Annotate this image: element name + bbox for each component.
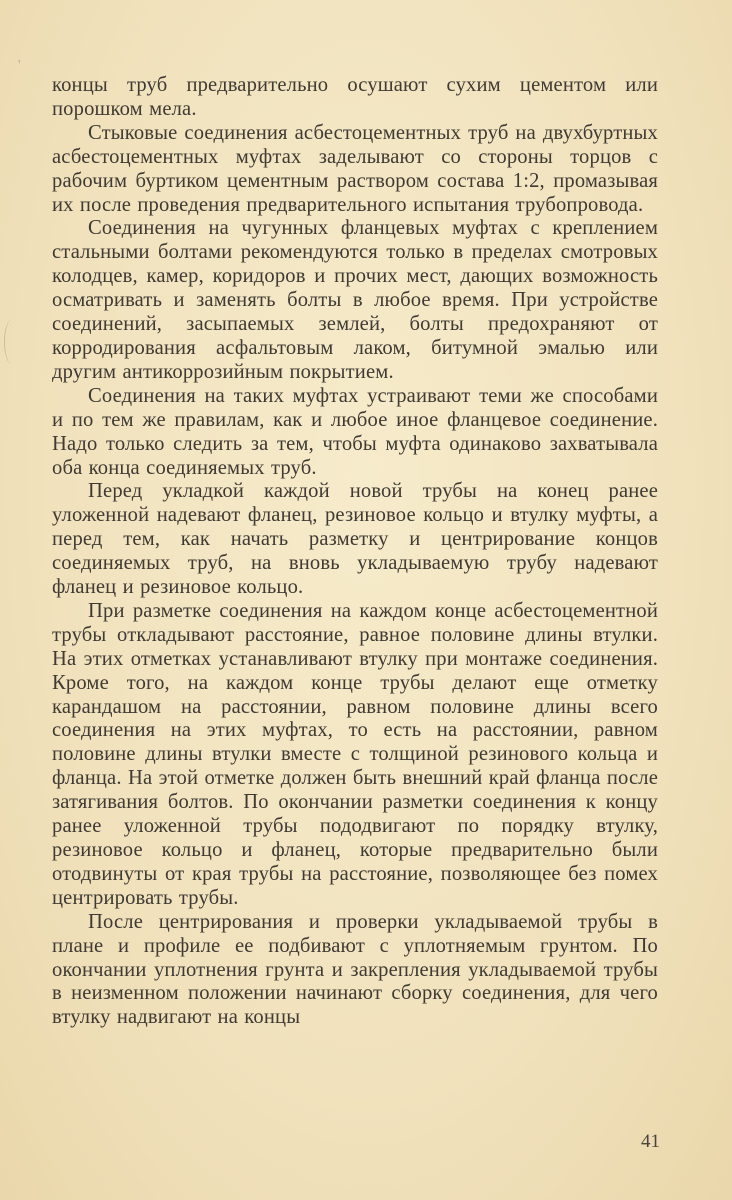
- paragraph-3: Соединения на чугунных фланцевых муфтах с креплением стальными болтами рекомендуются только в пределах смотровых колодцев, камер, коридоров и прочих мест, дающих возможность осматривать и заменять болты в любое время. При устройстве соединений, засыпаемых землей, болты предохраняют от корродирования асфальтовым лаком, битумной эмалью или другим антикоррозийным покрытием.: [52, 217, 658, 383]
- paragraph-7: После центрирования и проверки укладываемой трубы в плане и профиле ее подбивают с уплотняемым грунтом. По окончании уплотнения грунта и закрепления укладываемой трубы в неизменном положении начинают сборку соединения, для чего втулку надвигают на концы: [52, 910, 658, 1029]
- paragraph-6: При разметке соединения на каждом конце асбестоцементной трубы откладывают расстояние, равное половине длины втулки. На этих отметках устанавливают втулку при монтаже соединения. Кроме того, на каждом конце трубы делают еще отметку карандашом на расстоянии, равном половине длины всего соединения на этих муфтах, то есть на расстоянии, равном половине длины втулки вместе с толщиной резинового кольца и фланца. На этой отметке должен быть внешний край фланца после затягивания болтов. По окончании разметки соединения к концу ранее уложенной трубы пододвигают по порядку втулку, резиновое кольцо и фланец, которые предварительно были отодвинуты от края трубы на расстояние, позволяющее без помех центрировать трубы.: [52, 599, 658, 909]
- margin-speck: ': [18, 58, 21, 73]
- paragraph-4: Соединения на таких муфтах устраивают теми же способами и по тем же правилам, как и любое иное фланцевое соединение. Надо только следить за тем, чтобы муфта одинаково захватывала оба конца соединяемых труб.: [52, 384, 658, 479]
- book-page-body: [52, 74, 658, 1030]
- paragraph-5: Перед укладкой каждой новой трубы на конец ранее уложенной надевают фланец, резиновое кольцо и втулку муфты, а перед тем, как начать разметку и центрирование концов соединяемых труб, на вновь укладываемую трубу надевают фланец и резиновое кольцо.: [52, 480, 658, 599]
- paragraph-2: Стыковые соединения асбестоцементных труб на двухбуртных асбестоцементных муфтах заделывают со стороны торцов с рабочим буртиком цементным раствором состава 1:2, промазывая их после проведения предварительного испытания трубопровода.: [52, 121, 658, 216]
- paragraph-1: концы труб предварительно осушают сухим цементом или порошком мела.: [52, 74, 658, 120]
- page-number: 41: [641, 1131, 660, 1152]
- margin-pencil-mark: [4, 320, 19, 364]
